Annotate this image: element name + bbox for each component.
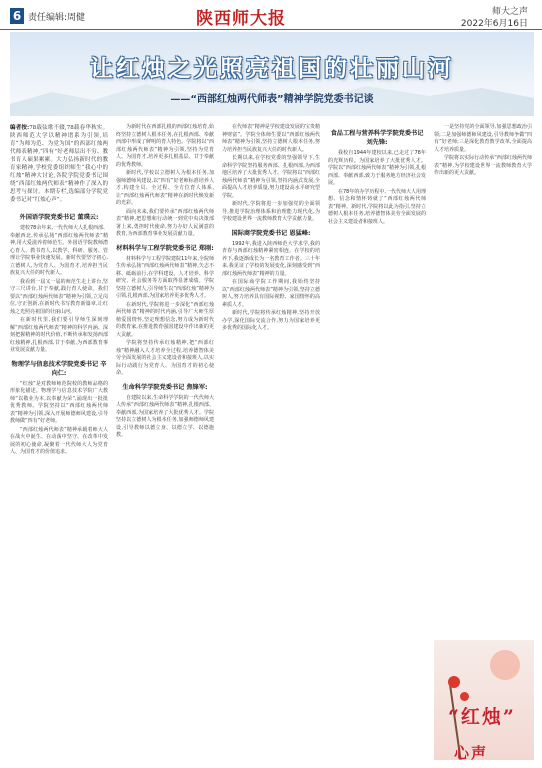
- editor-note-text: 78载弦歌不辍,78载春华秋实。陕西师范大学以精神谱系为引领,培育“为师为范、为党为国”的西部红烛两代师表精神,“四有”好老师层出不穷、教书育人硕果累累。大力弘扬新时代的教育家精神,学校党委组织师生“我心中的红烛”精神大讨论,各院学院党委书记围绕“西部红烛两代师表”精神作了深入的思考与探讨。本期专栏,选编部分学院党委书记对“红烛心声”。: [10, 125, 109, 203]
- paragraph: 1992年,我进入陕西师范大学求学,我的青春与西部红烛精神紧密相连。在学校的培养下,我逐渐成长为一名教育工作者。三十年来,我见证了学校的发展变化,深刻感受到“西部红烛两代师表”精神的力量。: [222, 240, 320, 277]
- headline-banner: [10, 32, 534, 116]
- paragraph: 自建院以来,生命科学学院的一代代师大人传承“西部红烛两代师表”精神,扎根西部、奉献西部,为国家培养了大批优秀人才。学院坚持以立德树人为根本任务,加强师德师风建设,引导教师以德立身、以德立学、以德施教。: [116, 394, 214, 438]
- section-title: 外国语学院党委书记 董璞云:: [19, 214, 99, 221]
- paragraph: 我校自1944年建校以来,已走过了78年的光辉历程。为国家培养了大批优秀人才。学院以“西部红烛两代师表”精神为引领,扎根西部、奉献西部,致力于服务地方经济社会发展。: [328, 150, 426, 186]
- paragraph: 新时代,学院将传承红烛精神,坚持开放办学,深化国际交流合作,努力为国家培养更多优秀的国际化人才。: [222, 310, 320, 331]
- paragraph: 为新时代在西部扎根的西部红烛培育,始终坚持立德树人根本任务,在扎根西部、奉献西部中形成了鲜明的育人特色。学院将以“西部红烛两代师表”精神为引领,坚持为党育人、为国育才,培养更多扎根基层、甘于奉献的优秀教师。: [116, 124, 214, 168]
- paragraph: 新时代,学院将进一步加强党的全面领导,推进学院治理体系和治理能力现代化,为学校建设世界一流教师教育大学贡献力量。: [222, 201, 320, 222]
- paragraph: 在新时代里,我们要引导师生深刻理解“西部红烛两代师表”精神的科学内涵、深刻把握精神的时代价值,不断传承和发扬西部红烛精神,扎根西部,甘于奉献,为西部教育事业发展贡献力量。: [10, 317, 108, 353]
- paragraph: 在新时代,学院将进一步深化“西部红烛两代师表”精神的时代内涵,引导广大师生厚植爱国情怀,坚定理想信念,努力成为新时代的教育家,在推进教育强国建设中作出新的更大贡献。: [116, 301, 214, 338]
- issue-date: 2022年6月16日: [460, 19, 528, 29]
- paragraph: 长期以来,在学校党委的坚强领导下,生命科学学院坚持服务西部、扎根西部,为西部地区培养了大批优秀人才。学院将以“西部红烛两代师表”精神为引领,坚持内涵式发展,全面提高人才培养质量,努力建设高水平研究型学院。: [222, 155, 320, 199]
- newspaper-masthead: 陕西师大报: [196, 9, 286, 29]
- edition-label: 师大之声: [491, 7, 528, 17]
- paragraph: 在代师表“精神是学校建设发展的宝贵精神财富”。学院全体师生要以“西部红烛两代师表”精神为引领,坚持立德树人根本任务,努力培养担当民族复兴大任的时代新人。: [222, 124, 320, 153]
- paragraph: 面向未来,我们要传承“西部红烛两代师表”精神,把思想和行动统一到党中央决策部署上来,勇担时代使命,努力办好人民满意的教育,为西部教育事业发展贡献力量。: [116, 208, 214, 237]
- section-title: 食品工程与营养科学学院党委书记 刘先锋:: [330, 130, 424, 146]
- section-title: 生命科学学院党委书记 焦锋军:: [122, 383, 208, 391]
- editor-note: [10, 124, 108, 208]
- article-column-4: [328, 124, 426, 227]
- section-title: 物理学与信息技术学院党委书记 辛向仁:: [11, 360, 107, 377]
- red-candle-voice-label: [448, 702, 516, 762]
- paragraph: 我看到一届又一届的师范生走上讲台,坚守三尺讲台,甘于奉献,践行育人使命。我们要以“西部红烛两代师表”精神为引领,立足岗位,守正创新,在新时代书写教育新篇章,让红烛之光照亮祖国的壮丽山河。: [10, 278, 108, 315]
- paragraph: 学院将坚持传承红烛精神,把“西部红烛”精神融入人才培养全过程,培养德智体美劳全面发展的社会主义建设者和接班人,以实际行动践行为党育人、为国育才的初心使命。: [116, 340, 214, 376]
- paragraph: 一是坚持党的全面领导,加强思想政治引领;二是加强师德师风建设,引导教师争做“四有”好老师;三是深化教育教学改革,全面提高人才培养质量。: [434, 124, 532, 153]
- article-column-2: [116, 124, 214, 441]
- page-number: 6: [10, 8, 24, 24]
- article-column-1: [10, 124, 108, 458]
- article-column-3: [222, 124, 320, 334]
- flower-icon: [448, 676, 460, 688]
- paragraph: 在国际商学院工作期间,我始终坚持以“西部红烛两代师表”精神为引领,坚持立德树人,努力培养具有国际视野、家国情怀的高素质人才。: [222, 279, 320, 308]
- section-title: 国际商学院党委书记 恩猛峰:: [231, 229, 311, 237]
- paragraph: 学院将以实际行动传承“西部红烛两代师表”精神,为学校建设世界一流教师教育大学作出新的更大贡献。: [434, 155, 532, 176]
- page-subheadline: ——“西部红烛两代师表”精神学院党委书记谈: [170, 94, 374, 105]
- paragraph: 材料科学与工程学院建院11年来,全院师生传承弘扬“西部红烛两代师表”精神,矢志不移、砥砺前行,在学科建设、人才培养、科学研究、社会服务等方面取得显著成绩。学院坚持立德树人,引导师生以“西部红烛”精神为引领,扎根西部,为国家培养更多优秀人才。: [116, 255, 214, 299]
- label-part-1: “红烛”: [448, 706, 516, 728]
- editor-credit: 责任编辑:周健: [28, 13, 86, 23]
- article-column-5: [434, 124, 532, 179]
- paragraph: 建校78余年来,一代代师大人扎根西部、奉献西北,传承弘扬“西部红烛两代师表”精神,用大爱滋养着师范生。外国语学院教师潜心育人、教书育人,以教学、科研、服务、管理让学院事业快速发展。新时代要坚守初心,立德树人,为党育人、为国育才,培养担当民族复兴大任的时代新人。: [10, 225, 108, 276]
- flower-icon: [460, 692, 469, 701]
- page-header: [0, 0, 542, 30]
- paragraph: 在78年的办学历程中,一代代师大人用理想、信念和情怀铸就了“西部红烛两代师表”精神。新时代,学院将以此为指引,坚持立德树人根本任务,培养德智体美劳全面发展的社会主义建设者和接班人。: [328, 188, 426, 225]
- page-headline: 让红烛之光照亮祖国的壮丽山河: [90, 55, 454, 82]
- sun-decoration: [490, 650, 520, 680]
- paragraph: “红烛”是对教师师范院校的教师品格的形象化描述。物理学与信息技术学院广大教师“以敬业为本,以奉献为荣”,涌现出一批批优秀教师。学院坚持以“西部红烛两代师表”精神为引领,深入开展师德师风建设,引导教师做“四有”好老师。: [10, 380, 108, 424]
- section-title: 材料科学与工程学院党委书记 郑刚:: [116, 244, 214, 252]
- editor-note-label: 编者按:: [10, 125, 30, 131]
- paragraph: “西部红烛两代师表”精神承载着师大人在战火中诞生、在动荡中坚守、在改革中发展的初心使命,凝聚着一代代师大人为党育人、为国育才的价值追求。: [10, 426, 108, 455]
- paragraph: 新时代,学校以立德树人为根本任务,加强师德师风建设,以“四有”好老师标准培养人才,构建全员、全过程、全方位育人体系,让“西部红烛两代师表”精神在新时代焕发新的光彩。: [116, 170, 214, 206]
- label-part-2: 心声: [454, 744, 489, 762]
